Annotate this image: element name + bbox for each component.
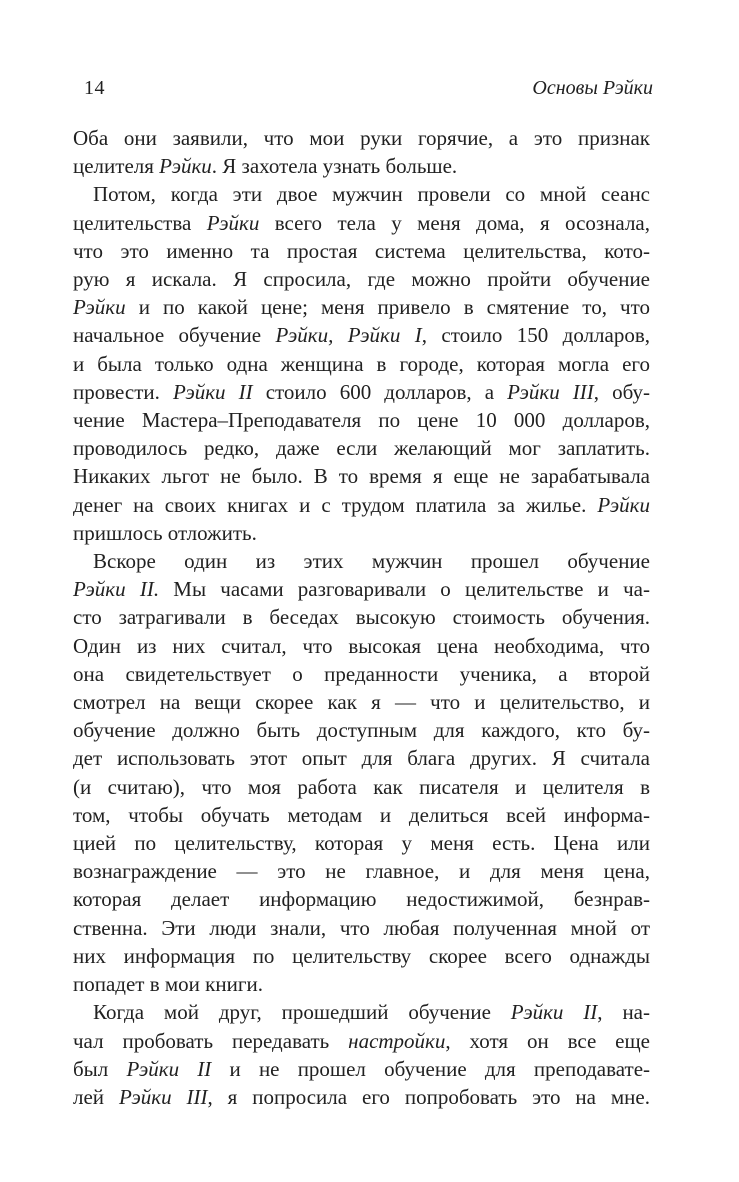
text-line: целительства Рэйки всего тела у меня дома, я осознала,: [73, 210, 650, 235]
italic-term: Рэйки: [73, 295, 126, 320]
paragraph: [73, 547, 650, 998]
italic-term: Рэйки III: [118, 1084, 208, 1109]
italic-term: настройки: [348, 1028, 446, 1053]
italic-term: Рэйки II: [510, 1000, 598, 1025]
text-line: провести. Рэйки II стоило 600 долларов, а Рэйки III, обу-: [73, 379, 650, 404]
text-line: попадет в мои книги.: [73, 972, 263, 997]
text-line: том, чтобы обучать методам и делиться всей информа-: [73, 802, 650, 827]
text-line: и была только одна женщина в городе, которая могла его: [73, 351, 650, 376]
text-line: Оба они заявили, что мои руки горячие, а это признак: [73, 126, 650, 150]
text-line: лей Рэйки III, я попросила его попробовать это на мне.: [73, 1084, 650, 1109]
text-line: ственна. Эти люди знали, что любая полученная мной от: [73, 915, 650, 940]
text-line: (и считаю), что моя работа как писателя и целителя в: [73, 774, 650, 799]
text-line: Когда мой друг, прошедший обучение Рэйки II, на-: [93, 1000, 650, 1025]
text-line: был Рэйки II и не прошел обучение для преподавате-: [73, 1056, 651, 1081]
italic-term: Рэйки III: [507, 379, 594, 404]
text-line: чение Мастера–Преподавателя по цене 10 000 долларов,: [73, 408, 650, 433]
italic-term: Рэйки II.: [73, 577, 160, 602]
text-line: Вскоре один из этих мужчин прошел обучение: [93, 549, 650, 574]
text-line: вознаграждение — это не главное, и для меня цена,: [73, 859, 650, 884]
italic-term: Рэйки: [159, 154, 212, 179]
text-line: которая делает информацию недостижимой, безнрав-: [73, 887, 650, 912]
paragraph: [73, 124, 650, 180]
text-line: что это именно та простая система целительства, кото-: [73, 238, 650, 263]
text-line: них информация по целительству скорее всего однажды: [73, 943, 650, 968]
text-line: Никаких льгот не было. В то время я еще не зарабатывала: [73, 464, 650, 489]
text-line: Рэйки II. Мы часами разговаривали о целительстве и ча-: [73, 577, 650, 602]
text-line: Один из них считал, что высокая цена необходима, что: [73, 633, 650, 658]
text-line: сто затрагивали в беседах высокую стоимость обучения.: [73, 605, 650, 630]
text-line: Рэйки и по какой цене; меня привело в смятение то, что: [73, 295, 650, 320]
page-number: 14: [84, 77, 105, 99]
text-line: целителя Рэйки. Я захотела узнать больше.: [73, 154, 458, 179]
text-line: денег на своих книгах и с трудом платила за жилье. Рэйки: [73, 492, 650, 517]
running-title: Основы Рэйки: [532, 77, 653, 99]
text-line: проводилось редко, даже если желающий мог заплатить.: [73, 436, 650, 461]
text-line: она свидетельствует о преданности ученика, а второй: [73, 661, 650, 686]
italic-term: Рэйки: [206, 210, 260, 235]
paragraph: [73, 998, 650, 1111]
text-line: рую я искала. Я спросила, где можно пройти обучение: [73, 267, 650, 292]
italic-term: Рэйки II: [172, 379, 253, 404]
text-line: цией по целительству, которая у меня есть. Цена или: [73, 831, 650, 856]
text-line: Потом, когда эти двое мужчин провели со мной сеанс: [93, 182, 650, 207]
text-line: дет использовать этот опыт для блага других. Я считала: [73, 746, 650, 771]
paragraph: [73, 180, 650, 547]
text-line: чал пробовать передавать настройки, хотя он все еще: [73, 1028, 650, 1053]
running-header: [73, 78, 653, 98]
text-line: начальное обучение Рэйки, Рэйки I, стоило 150 долларов,: [73, 323, 651, 348]
text-line: смотрел на вещи скорее как я — что и целительство, и: [73, 690, 650, 715]
italic-term: Рэйки, Рэйки I: [275, 323, 422, 348]
italic-term: Рэйки II: [126, 1056, 212, 1081]
italic-term: Рэйки: [597, 492, 650, 517]
text-block: [73, 124, 650, 1111]
text-line: обучение должно быть доступным для каждого, кто бу-: [73, 718, 650, 743]
text-line: пришлось отложить.: [73, 520, 257, 545]
